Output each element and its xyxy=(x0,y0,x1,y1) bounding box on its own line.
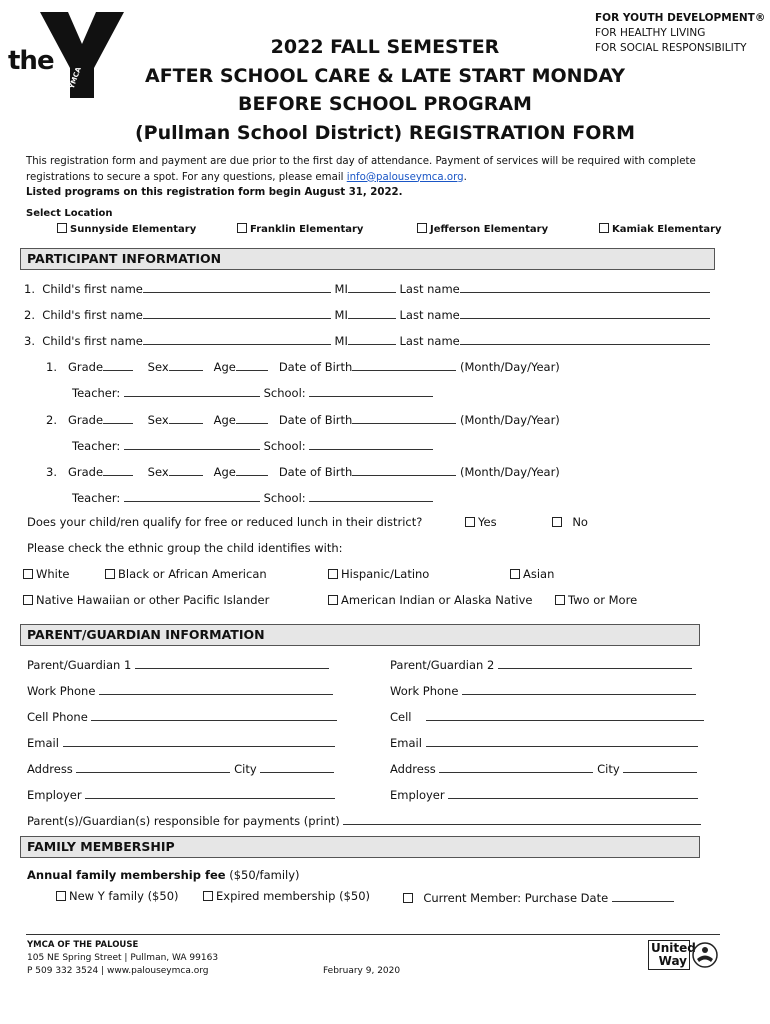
dob-label: Date of Birth xyxy=(278,465,353,479)
age-label: Age xyxy=(213,465,236,479)
checkbox[interactable] xyxy=(328,569,338,579)
united-way-text xyxy=(648,940,696,970)
field-label: Cell xyxy=(390,710,412,724)
parent2-address-field[interactable] xyxy=(439,760,593,773)
parent1-cell-phone-row xyxy=(27,708,337,724)
child-name-row-2 xyxy=(24,306,710,322)
grade-label: Grade xyxy=(67,360,104,374)
city-label: City xyxy=(234,762,257,776)
responsible-payer-field[interactable] xyxy=(343,812,701,825)
parent1-work-phone-row xyxy=(27,682,333,698)
sex-label: Sex xyxy=(147,413,169,427)
option-label: Hispanic/Latino xyxy=(341,567,430,581)
parent1-cell-phone-field[interactable] xyxy=(91,708,337,721)
ethnic-option-asian[interactable] xyxy=(510,567,554,581)
field-label: Cell Phone xyxy=(27,710,88,724)
option-label: White xyxy=(36,567,70,581)
location-option-franklin[interactable] xyxy=(237,223,363,235)
select-location-label: Select Location xyxy=(26,208,113,219)
logo-the-text: the xyxy=(8,46,54,76)
lunch-no-option[interactable] xyxy=(552,515,588,529)
sex-field[interactable] xyxy=(169,463,203,476)
location-option-kamiak[interactable] xyxy=(599,223,722,235)
row-number: 3. xyxy=(24,334,35,348)
grade-label: Grade xyxy=(67,465,104,479)
child-name-row-3 xyxy=(24,332,710,348)
option-label: Native Hawaiian or other Pacific Islander xyxy=(36,593,270,607)
mi-label: MI xyxy=(334,282,348,296)
listed-programs-note: Listed programs on this registration form begin August 31, 2022. xyxy=(26,187,403,198)
tagline-3: FOR SOCIAL RESPONSIBILITY xyxy=(595,42,747,54)
checkbox[interactable] xyxy=(237,223,247,233)
checkbox[interactable] xyxy=(403,893,413,903)
teacher-school-row-1 xyxy=(72,384,433,400)
parent1-employer-row xyxy=(27,786,335,802)
age-field[interactable] xyxy=(236,358,268,371)
teacher-school-row-2 xyxy=(72,437,433,453)
option-label: Expired membership ($50) xyxy=(216,889,371,903)
child-detail-row-1 xyxy=(46,358,560,374)
ethnic-option-american-indian[interactable] xyxy=(328,593,532,607)
first-name-label: Child's first name xyxy=(42,334,143,348)
ethnic-option-white[interactable] xyxy=(23,567,69,581)
age-field[interactable] xyxy=(236,411,268,424)
membership-section-header: FAMILY MEMBERSHIP xyxy=(20,836,700,858)
checkbox[interactable] xyxy=(23,595,33,605)
form-title xyxy=(120,33,650,147)
parent2-employer-field[interactable] xyxy=(448,786,698,799)
first-name-field[interactable] xyxy=(143,306,331,319)
mi-label: MI xyxy=(334,334,348,348)
last-name-label: Last name xyxy=(399,308,460,322)
grade-label: Grade xyxy=(67,413,104,427)
checkbox[interactable] xyxy=(105,569,115,579)
last-name-field[interactable] xyxy=(460,306,710,319)
teacher-label: Teacher: xyxy=(72,386,121,400)
parent2-email-field[interactable] xyxy=(426,734,698,747)
last-name-field[interactable] xyxy=(460,332,710,345)
field-label: Parent/Guardian 2 xyxy=(390,658,495,672)
parent1-name-row xyxy=(27,656,329,672)
first-name-label: Child's first name xyxy=(42,308,143,322)
fee-label: Annual family membership fee xyxy=(27,868,226,882)
title-line-4: (Pullman School District) REGISTRATION FORM xyxy=(135,121,635,144)
parent2-cell-field[interactable] xyxy=(426,708,704,721)
row-number: 3. xyxy=(46,465,57,479)
last-name-label: Last name xyxy=(399,282,460,296)
grade-field[interactable] xyxy=(103,463,133,476)
ethnic-option-native-hawaiian[interactable] xyxy=(23,593,269,607)
ethnic-option-hispanic[interactable] xyxy=(328,567,429,581)
footer-org: YMCA OF THE PALOUSE xyxy=(27,940,139,950)
grade-field[interactable] xyxy=(103,358,133,371)
ethnic-option-two-or-more[interactable] xyxy=(555,593,637,607)
checkbox[interactable] xyxy=(203,891,213,901)
parent1-address-field[interactable] xyxy=(76,760,230,773)
field-label: Parent/Guardian 1 xyxy=(27,658,132,672)
sex-field[interactable] xyxy=(169,411,203,424)
parent2-cell-row xyxy=(390,708,704,724)
teacher-field[interactable] xyxy=(124,437,260,450)
footer-divider xyxy=(26,934,720,935)
field-label: Employer xyxy=(27,788,82,802)
field-label: Employer xyxy=(390,788,445,802)
title-line-2: AFTER SCHOOL CARE & LATE START MONDAY xyxy=(145,64,625,87)
email-link[interactable]: info@palouseymca.org xyxy=(346,171,464,183)
child-name-row-1 xyxy=(24,280,710,296)
purchase-date-field[interactable] xyxy=(612,889,674,902)
footer-address: 105 NE Spring Street | Pullman, WA 99163 xyxy=(27,953,219,963)
row-number: 2. xyxy=(46,413,57,427)
sex-field[interactable] xyxy=(169,358,203,371)
teacher-field[interactable] xyxy=(124,384,260,397)
grade-field[interactable] xyxy=(103,411,133,424)
sex-label: Sex xyxy=(147,465,169,479)
field-label: Work Phone xyxy=(390,684,459,698)
dob-field[interactable] xyxy=(352,358,456,371)
age-label: Age xyxy=(213,413,236,427)
checkbox[interactable] xyxy=(23,569,33,579)
last-name-field[interactable] xyxy=(460,280,710,293)
field-label: Address xyxy=(27,762,73,776)
parent1-city-field[interactable] xyxy=(260,760,334,773)
title-line-3: BEFORE SCHOOL PROGRAM xyxy=(238,93,532,115)
dob-label: Date of Birth xyxy=(278,413,353,427)
age-label: Age xyxy=(213,360,236,374)
title-line-1: 2022 FALL SEMESTER xyxy=(270,36,500,58)
option-label: Yes xyxy=(478,515,497,529)
teacher-label: Teacher: xyxy=(72,439,121,453)
teacher-field[interactable] xyxy=(124,489,260,502)
fee-value: ($50/family) xyxy=(229,868,300,882)
tagline-2: FOR HEALTHY LIVING xyxy=(595,27,706,39)
option-label: Jefferson Elementary xyxy=(430,224,549,235)
school-field[interactable] xyxy=(309,437,433,450)
checkbox[interactable] xyxy=(465,517,475,527)
dob-field[interactable] xyxy=(352,411,456,424)
parent1-name-field[interactable] xyxy=(135,656,329,669)
option-label: American Indian or Alaska Native xyxy=(341,593,533,607)
participant-section-header: PARTICIPANT INFORMATION xyxy=(20,248,715,270)
parent2-work-phone-row xyxy=(390,682,696,698)
checkbox[interactable] xyxy=(328,595,338,605)
option-label: New Y family ($50) xyxy=(69,889,179,903)
option-label: Two or More xyxy=(568,593,638,607)
parent1-employer-field[interactable] xyxy=(85,786,335,799)
child-detail-row-2 xyxy=(46,411,560,427)
location-option-jefferson[interactable] xyxy=(417,223,548,235)
united-way-hand-icon xyxy=(692,942,718,968)
first-name-field[interactable] xyxy=(143,332,331,345)
school-label: School: xyxy=(263,439,306,453)
parent2-city-field[interactable] xyxy=(623,760,697,773)
first-name-label: Child's first name xyxy=(42,282,143,296)
option-label: Sunnyside Elementary xyxy=(70,224,197,235)
teacher-label: Teacher: xyxy=(72,491,121,505)
lunch-yes-option[interactable] xyxy=(465,515,497,529)
tagline-1: FOR YOUTH DEVELOPMENT® xyxy=(595,12,766,24)
dob-label: Date of Birth xyxy=(278,360,353,374)
membership-fee-line xyxy=(27,868,300,882)
parent1-email-field[interactable] xyxy=(63,734,335,747)
intro-text xyxy=(26,154,746,201)
membership-option-current[interactable] xyxy=(403,889,674,905)
row-number: 2. xyxy=(24,308,35,322)
uw-line-2: Way xyxy=(658,954,687,968)
ethnic-option-black[interactable] xyxy=(105,567,267,581)
option-label: Current Member: Purchase Date xyxy=(423,891,609,905)
mi-field[interactable] xyxy=(348,280,396,293)
parent2-email-row xyxy=(390,734,698,750)
child-detail-row-3 xyxy=(46,463,560,479)
last-name-label: Last name xyxy=(399,334,460,348)
dob-format-hint: (Month/Day/Year) xyxy=(459,465,560,479)
intro-text-2: . xyxy=(463,171,467,183)
parent2-name-field[interactable] xyxy=(498,656,692,669)
dob-format-hint: (Month/Day/Year) xyxy=(459,360,560,374)
school-field[interactable] xyxy=(309,384,433,397)
field-label: Parent(s)/Guardian(s) responsible for payments (print) xyxy=(27,814,340,828)
parent1-address-row xyxy=(27,760,334,776)
checkbox[interactable] xyxy=(57,223,67,233)
first-name-field[interactable] xyxy=(143,280,331,293)
age-field[interactable] xyxy=(236,463,268,476)
responsible-payer-row xyxy=(27,812,701,828)
footer-date: February 9, 2020 xyxy=(323,966,401,976)
school-label: School: xyxy=(263,491,306,505)
checkbox[interactable] xyxy=(599,223,609,233)
row-number: 1. xyxy=(46,360,57,374)
dob-format-hint: (Month/Day/Year) xyxy=(459,413,560,427)
sex-label: Sex xyxy=(147,360,169,374)
school-field[interactable] xyxy=(309,489,433,502)
city-label: City xyxy=(597,762,620,776)
field-label: Address xyxy=(390,762,436,776)
school-label: School: xyxy=(263,386,306,400)
row-number: 1. xyxy=(24,282,35,296)
parent1-work-phone-field[interactable] xyxy=(99,682,333,695)
logo-ymca-text: YMCA xyxy=(67,66,83,90)
location-option-sunnyside[interactable] xyxy=(57,223,196,235)
parent1-email-row xyxy=(27,734,335,750)
option-label: Black or African American xyxy=(118,567,267,581)
footer-contact: P 509 332 3524 | www.palouseymca.org xyxy=(27,966,209,976)
lunch-question: Does your child/ren qualify for free or reduced lunch in their district? xyxy=(27,515,423,529)
checkbox[interactable] xyxy=(510,569,520,579)
parent2-work-phone-field[interactable] xyxy=(462,682,696,695)
option-label: No xyxy=(572,515,588,529)
ethnic-question: Please check the ethnic group the child identifies with: xyxy=(27,541,343,555)
checkbox[interactable] xyxy=(552,517,562,527)
dob-field[interactable] xyxy=(352,463,456,476)
mi-field[interactable] xyxy=(348,306,396,319)
option-label: Kamiak Elementary xyxy=(612,224,722,235)
option-label: Asian xyxy=(523,567,555,581)
membership-option-expired[interactable] xyxy=(203,889,370,903)
teacher-school-row-3 xyxy=(72,489,433,505)
field-label: Work Phone xyxy=(27,684,96,698)
mi-label: MI xyxy=(334,308,348,322)
mi-field[interactable] xyxy=(348,332,396,345)
intro-text-1: This registration form and payment are due prior to the first day of attendance. Payment of services will be required with complete registrations to secure a spot. For any questions, please email xyxy=(26,156,696,183)
uw-line-1: United xyxy=(651,941,696,955)
parent2-name-row xyxy=(390,656,692,672)
membership-option-new[interactable] xyxy=(56,889,179,903)
parent2-address-row xyxy=(390,760,697,776)
checkbox[interactable] xyxy=(56,891,66,901)
field-label: Email xyxy=(390,736,422,750)
option-label: Franklin Elementary xyxy=(250,224,364,235)
parent2-employer-row xyxy=(390,786,698,802)
parent-section-header: PARENT/GUARDIAN INFORMATION xyxy=(20,624,700,646)
checkbox[interactable] xyxy=(417,223,427,233)
field-label: Email xyxy=(27,736,59,750)
checkbox[interactable] xyxy=(555,595,565,605)
